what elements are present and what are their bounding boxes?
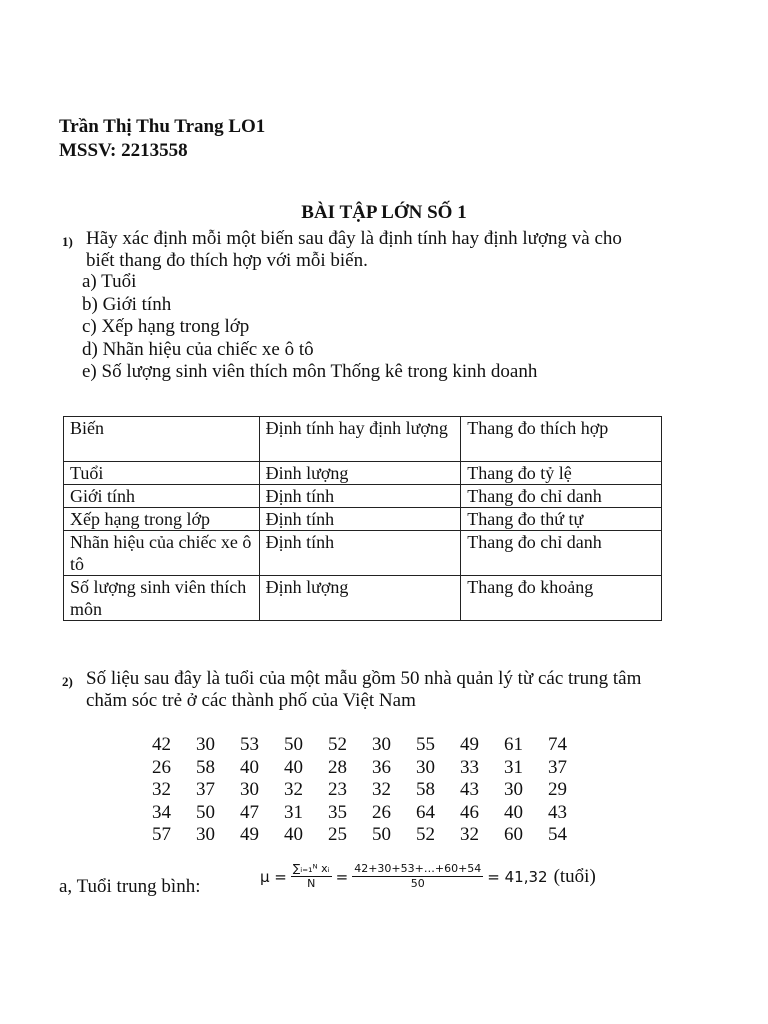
age-value: 47	[240, 801, 259, 823]
mean-formula	[258, 862, 596, 891]
header-type: Định tính hay định lượng	[259, 417, 461, 462]
age-value: 55	[416, 734, 435, 755]
table-cell: Giới tính	[64, 485, 260, 508]
question-2-line-2: chăm sóc trẻ ở các thành phố của Việt Nam	[86, 690, 416, 711]
age-value: 46	[460, 801, 479, 823]
table-cell: Tuổi	[64, 462, 260, 485]
sum-numerator: ∑ᵢ₌₁ᴺ xᵢ	[292, 862, 330, 875]
age-value: 53	[240, 734, 259, 755]
age-value: 40	[284, 824, 303, 845]
age-value: 49	[240, 824, 259, 845]
age-value: 26	[372, 801, 391, 823]
equals-sign: =	[335, 867, 349, 886]
sum-fraction	[291, 862, 332, 891]
age-value: 30	[372, 734, 391, 755]
expr-numerator: 42+30+53+…+60+54	[354, 862, 482, 875]
age-value: 31	[284, 801, 303, 823]
ages-data-table	[152, 734, 592, 847]
age-value: 25	[328, 824, 347, 845]
header-scale: Thang đo thích hợp	[461, 417, 662, 462]
table-cell: Số lượng sinh viên thích môn	[64, 576, 260, 621]
table-row	[64, 508, 662, 531]
age-value: 30	[416, 756, 435, 778]
expr-denominator: 50	[410, 877, 425, 890]
table-cell: Định tính	[259, 485, 461, 508]
age-value: 30	[196, 734, 215, 755]
age-value: 57	[152, 824, 171, 845]
age-value: 31	[504, 756, 523, 778]
age-value: 49	[460, 734, 479, 755]
option-c: c) Xếp hạng trong lớp	[82, 316, 250, 337]
age-value: 30	[240, 779, 259, 800]
variables-table	[63, 416, 662, 621]
option-b: b) Giới tính	[82, 293, 172, 315]
table-cell: Thang đo tỷ lệ	[461, 462, 662, 485]
question-1-number: 1)	[62, 234, 73, 249]
mean-label: a, Tuổi trung bình:	[59, 876, 201, 897]
question-2-line-1: Số liệu sau đây là tuổi của một mẫu gồm 50 nhà quản lý từ các trung tâm	[86, 668, 642, 689]
age-value: 58	[196, 756, 215, 778]
question-2-text	[86, 668, 716, 712]
author-name: Trần Thị Thu Trang LO1	[59, 116, 266, 137]
student-id: MSSV: 2213558	[59, 140, 188, 161]
header-variable: Biến	[64, 417, 260, 462]
mean-result: = 41,32	[487, 867, 548, 886]
age-value: 52	[416, 824, 435, 845]
ages-row	[152, 757, 592, 780]
age-value: 33	[460, 756, 479, 778]
ages-row	[152, 824, 592, 847]
age-value: 50	[284, 734, 303, 755]
age-value: 50	[196, 801, 215, 823]
age-value: 50	[372, 824, 391, 845]
age-value: 37	[196, 779, 215, 800]
age-value: 34	[152, 801, 171, 823]
table-cell: Định lượng	[259, 576, 461, 621]
age-value: 37	[548, 756, 567, 778]
option-a: a) Tuổi	[82, 271, 137, 292]
table-cell: Thang đo chỉ danh	[461, 531, 662, 576]
table-row	[64, 531, 662, 576]
age-value: 64	[416, 801, 435, 823]
age-value: 60	[504, 824, 523, 845]
age-value: 40	[504, 801, 523, 823]
table-cell: Đinh lượng	[259, 462, 461, 485]
sum-denominator: N	[307, 877, 316, 890]
table-cell: Nhãn hiệu của chiếc xe ô tô	[64, 531, 260, 576]
table-header-row	[64, 417, 662, 462]
ages-row	[152, 779, 592, 802]
mu-symbol: μ =	[260, 867, 287, 886]
table-cell: Định tính	[259, 508, 461, 531]
age-value: 61	[504, 734, 523, 755]
age-value: 32	[460, 824, 479, 845]
age-value: 40	[240, 756, 259, 778]
question-1-line-1: Hãy xác định mỗi một biến sau đây là định tính hay định lượng và cho	[86, 228, 622, 249]
age-value: 43	[460, 779, 479, 800]
age-value: 23	[328, 779, 347, 800]
table-cell: Xếp hạng trong lớp	[64, 508, 260, 531]
age-value: 52	[328, 734, 347, 755]
age-value: 43	[548, 801, 567, 823]
age-value: 74	[548, 734, 567, 755]
age-value: 32	[284, 779, 303, 800]
age-value: 30	[196, 824, 215, 845]
age-value: 58	[416, 779, 435, 800]
table-cell: Thang đo thứ tự	[461, 508, 662, 531]
age-value: 32	[372, 779, 391, 800]
question-1-line-2: biết thang đo thích hợp với mỗi biến.	[86, 250, 368, 271]
option-e: e) Số lượng sinh viên thích môn Thống kê trong kinh doanh	[82, 361, 538, 382]
age-value: 35	[328, 801, 347, 823]
table-cell: Định tính	[259, 531, 461, 576]
age-value: 42	[152, 734, 171, 755]
age-value: 30	[504, 779, 523, 800]
table-row	[64, 576, 662, 621]
table-cell: Thang đo khoảng	[461, 576, 662, 621]
age-value: 36	[372, 756, 391, 778]
table-row	[64, 485, 662, 508]
mean-unit: (tuổi)	[553, 865, 596, 887]
ages-row	[152, 802, 592, 825]
age-value: 40	[284, 756, 303, 778]
question-2-number: 2)	[62, 674, 73, 689]
age-value: 32	[152, 779, 171, 800]
author-block	[59, 115, 265, 163]
ages-row	[152, 734, 592, 757]
expr-fraction	[352, 862, 483, 891]
age-value: 29	[548, 779, 567, 800]
age-value: 26	[152, 756, 171, 778]
table-cell: Thang đo chỉ danh	[461, 485, 662, 508]
table-row	[64, 462, 662, 485]
option-d: d) Nhãn hiệu của chiếc xe ô tô	[82, 338, 314, 360]
age-value: 54	[548, 824, 567, 845]
page-title: BÀI TẬP LỚN SỐ 1	[301, 202, 467, 223]
question-1-options	[82, 271, 537, 384]
age-value: 28	[328, 756, 347, 778]
question-1-text	[86, 228, 706, 272]
